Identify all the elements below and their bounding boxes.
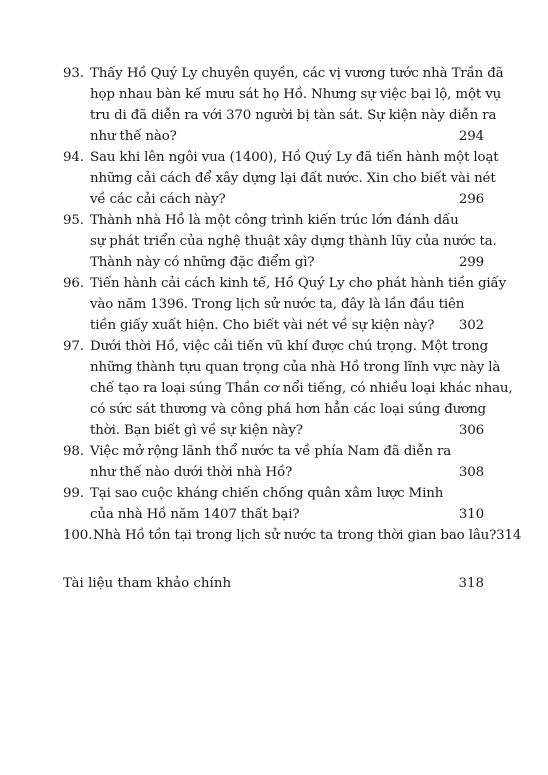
entry-text-line: thời. Bạn biết gì về sự kiện này? <box>90 423 303 438</box>
toc-entry-references[interactable] <box>63 573 484 594</box>
entry-text-line: Tiến hành cải cách kinh tế, Hồ Quý Ly cho phát hành tiền giấy <box>90 276 507 291</box>
entry-text-line: Tại sao cuộc kháng chiến chống quân xâm lược Minh <box>90 486 444 501</box>
entry-text-line: như thế nào dưới thời nhà Hồ? <box>90 465 293 480</box>
entry-text-line: Dưới thời Hồ, việc cải tiến vũ khí được chú trọng. Một trong <box>90 339 489 354</box>
page-number: 299 <box>458 255 484 270</box>
toc-entry-98[interactable] <box>63 441 484 483</box>
table-of-contents <box>63 63 522 546</box>
page-number: 308 <box>458 465 484 480</box>
entry-text-line: Thấy Hồ Quý Ly chuyên quyền, các vị vương tước nhà Trần đã <box>90 66 504 81</box>
entry-text-line: tiền giấy xuất hiện. Cho biết vài nét về sự kiện này? <box>90 318 435 333</box>
entry-text-line: những cải cách để xây dựng lại đất nước. Xin cho biết vài nét <box>90 171 496 186</box>
entry-number: 98. <box>63 444 84 459</box>
page-number: 302 <box>458 318 484 333</box>
toc-entry-100[interactable] <box>63 525 522 546</box>
page-number: 318 <box>458 576 484 591</box>
entry-text-line: về các cải cách này? <box>90 192 226 207</box>
entry-text-line: như thế nào? <box>90 129 177 144</box>
toc-entry-99[interactable] <box>63 483 484 525</box>
toc-entry-93[interactable] <box>63 63 504 147</box>
entry-text-line: những thành tựu quan trọng của nhà Hồ trong lĩnh vực này là <box>90 360 501 375</box>
entry-number: 95. <box>63 213 84 228</box>
references-label: Tài liệu tham khảo chính <box>63 576 232 591</box>
entry-number: 97. <box>63 339 84 354</box>
entry-text-line: có sức sát thương và công phá hơn hẳn các loại súng đương <box>90 402 486 417</box>
toc-entry-94[interactable] <box>63 147 499 210</box>
page-number: 294 <box>458 129 484 144</box>
page-number: 306 <box>458 423 484 438</box>
page-number: 314 <box>496 528 522 543</box>
page-number: 310 <box>458 507 484 522</box>
entry-text-line: vào năm 1396. Trong lịch sử nước ta, đây là lần đầu tiên <box>90 297 465 312</box>
entry-text-line: Thành này có những đặc điểm gì? <box>90 255 315 270</box>
entry-text-line: Việc mở rộng lãnh thổ nước ta về phía Nam đã diễn ra <box>90 444 452 459</box>
entry-text-line: Thành nhà Hồ là một công trình kiến trúc lớn đánh dấu <box>90 213 459 228</box>
toc-entry-96[interactable] <box>63 273 507 336</box>
entry-text-line: Sau khi lên ngôi vua (1400), Hồ Quý Ly đã tiến hành một loạt <box>90 150 499 165</box>
entry-text-line: của nhà Hồ năm 1407 thất bại? <box>90 507 300 522</box>
entry-number: 99. <box>63 486 84 501</box>
entry-text-line: họp nhau bàn kế mưu sát họ Hồ. Nhưng sự việc bại lộ, một vụ <box>90 87 502 102</box>
entry-number: 100. <box>63 528 93 543</box>
entry-text-line: Nhà Hồ tồn tại trong lịch sử nước ta trong thời gian bao lâu? <box>93 528 497 543</box>
entry-number: 96. <box>63 276 84 291</box>
page-number: 296 <box>458 192 484 207</box>
entry-number: 94. <box>63 150 84 165</box>
toc-entry-97[interactable] <box>63 336 513 441</box>
entry-text-line: sự phát triển của nghệ thuật xây dựng thành lũy của nước ta. <box>90 234 497 249</box>
toc-entry-95[interactable] <box>63 210 497 273</box>
entry-number: 93. <box>63 66 84 81</box>
entry-text-line: tru di đã diễn ra với 370 người bị tàn sát. Sự kiện này diễn ra <box>90 108 497 123</box>
entry-text-line: chế tạo ra loại súng Thần cơ nổi tiếng, có nhiều loại khác nhau, <box>90 381 513 396</box>
